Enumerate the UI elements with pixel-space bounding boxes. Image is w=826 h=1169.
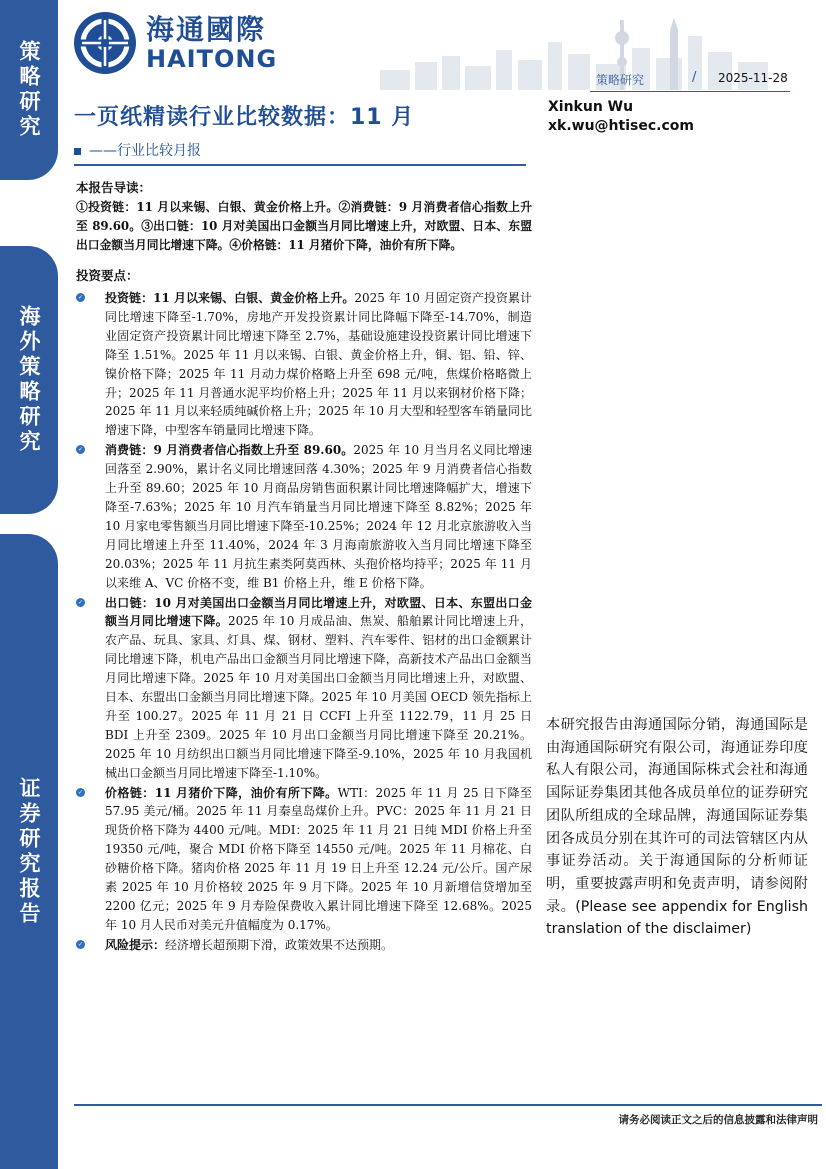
- key-point-investment: [76, 289, 532, 440]
- key-point-heading: 价格链：11 月猪价下降，油价有所下降。: [105, 785, 338, 800]
- author-email[interactable]: xk.wu@htisec.com: [548, 118, 694, 134]
- bullet-icon: ✓: [77, 446, 84, 454]
- key-points-heading: 投资要点：: [76, 268, 139, 283]
- key-points-list: [76, 289, 532, 956]
- footer-divider: [74, 1104, 822, 1106]
- report-category: 策略研究: [596, 73, 645, 87]
- key-point-heading: 消费链：9 月消费者信心指数上升至 89.60。: [105, 443, 354, 458]
- header-divider: [590, 91, 790, 92]
- sidebar-tab-label: 海外策略研究: [17, 305, 41, 455]
- key-point-body: 经济增长超预期下滑，政策效果不达预期。: [165, 937, 394, 952]
- key-point-body: WTI：2025 年 11 月 25 日下降至 57.95 美元/桶。2025 年 11 月秦皇岛煤价上升。PVC：2025 年 11 月 21 日现货价格下降为 4400 元/吨。MDI：2025 年 11 月 21 日纯 MDI 价格上升至 19350 元/吨，聚合 MDI 价格下降至 14550 元/吨。2025 年 11 月棉花、白砂糖价格下降。猪肉价格 2025 年 11 月 19 日上升至 12.24 元/公斤。国产尿素 2025 年 10 月价格较 2025 年 9 月下降。2025 年 10 月新增信贷增加至 2200 亿元；2025 年 9 月寿险保费收入累计同比增速下降至 12.68%。2025 年 10 月人民币对美元升值幅度为 0.17%。: [105, 785, 532, 932]
- key-point-export: [76, 594, 532, 783]
- subtitle-text: ——行业比较月报: [89, 143, 201, 159]
- logo-english-name: HAITONG: [146, 45, 278, 73]
- page-title: 一页纸精读行业比较数据：11 月: [74, 105, 415, 130]
- key-point-heading: 投资链：11 月以来锡、白银、黄金价格上升。: [105, 291, 355, 305]
- bullet-icon: ✓: [77, 940, 84, 948]
- bullet-icon: ✓: [77, 788, 84, 796]
- sidebar-tab-report: [0, 534, 58, 1169]
- bullet-icon: ✓: [77, 598, 84, 606]
- sidebar: [0, 0, 58, 1169]
- title-divider: [74, 164, 526, 166]
- page-subtitle: [74, 140, 201, 160]
- intro-heading: 本报告导读：: [76, 180, 152, 195]
- sidebar-tab-overseas: [0, 246, 58, 514]
- key-point-consumption: [76, 441, 532, 592]
- footer-legal-note: 请务必阅读正文之后的信息披露和法律声明: [618, 1114, 818, 1126]
- logo-chinese-name: 海通國際: [146, 13, 267, 46]
- square-bullet-icon: [74, 148, 81, 155]
- key-point-risk: [76, 936, 532, 955]
- key-point-heading: 出口链：10 月对美国出口金额当月同比增速上升，对欧盟、日本、东盟出口金额当月同比增速下降。: [105, 595, 532, 629]
- key-point-body: 2025 年 10 月成品油、焦炭、船舶累计同比增速上升，农产品、玩具、家具、灯具、煤、钢材、塑料、汽车零件、铝材的出口金额累计同比增速下降，机电产品出口金额当月同比增速下降，高新技术产品出口金额当月同比增速下降。2025 年 10 月对美国出口金额当月同比增速上升，对欧盟、日本、东盟出口金额当月同比增速下降。2025 年 10 月美国 OECD 领先指标上升至 100.27。2025 年 11 月 21 日 CCFI 上升至 1122.79，11 月 25 日 BDI 上升至 2309。2025 年 10 月出口金额当月同比增速下降至 20.21%。2025 年 10 月纺织出口额当月同比增速下降至-9.10%，2025 年 10 月我国机械出口金额当月同比增速下降至-1.10%。: [105, 614, 532, 780]
- key-point-body: 2025 年 10 月当月名义同比增速回落至 2.90%，累计名义同比增速回落 4.30%；2025 年 9 月消费者信心指数上升至 89.60；2025 年 10 月商品房销售面积累计同比增速降幅扩大，增速下降至-7.63%；2025 年 10 月汽车销量当月同比增速下降至 8.82%；2025 年 10 月家电零售额当月同比增速下降至-10.25%；2024 年 12 月北京旅游收入当月同比增速上升至 11.40%，2024 年 3 月海南旅游收入当月同比增速下降至 20.03%；2025 年 11 月抗生素类阿莫西林、头孢价格均持平；2025 年 11 月以来维 A、VC 价格不变，维 B1 价格上升，维 E 价格下降。: [105, 443, 532, 590]
- author-name: Xinkun Wu: [548, 99, 634, 115]
- category-separator: /: [692, 70, 697, 85]
- disclaimer-text: 本研究报告由海通国际分销，海通国际是由海通国际研究有限公司，海通证券印度私人有限公司，海通国际株式会社和海通国际证券集团其他各成员单位的证券研究团队所组成的全球品牌，海通国际证券集团各成员分别在其许可的司法管辖区内从事证券活动。关于海通国际的分析师证明，重要披露声明和免责声明，请参阅附录。(Please see appendix for English translation of the disclaimer): [546, 717, 808, 938]
- company-logo: [72, 10, 292, 76]
- haitong-logo-icon: [72, 10, 138, 76]
- author-block: [548, 98, 694, 136]
- key-point-price: [76, 784, 532, 935]
- sidebar-tab-label: 证券研究报告: [17, 776, 41, 927]
- key-point-body: 2025 年 10 月固定资产投资累计同比增速下降至-1.70%，房地产开发投资累计同比降幅下降至-14.70%，制造业固定资产投资累计同比增速下降至 2.7%，基础设施建设投资累计同比增速下降至 1.51%。2025 年 11 月以来锡、白银、黄金价格上升，铜、铝、铅、锌、镍价格下降；2025 年 11 月动力煤价格略上升至 698 元/吨，焦煤价格略微上升；2025 年 11 月普通水泥平均价格上升；2025 年 11 月以来钢材价格下降；2025 年 11 月以来轻质纯碱价格上升；2025 年 10 月大型和轻型客车销量同比增速下降，中型客车销量同比增速下降。: [105, 291, 532, 438]
- bullet-icon: ✓: [77, 294, 84, 301]
- sidebar-tab-strategy: [0, 0, 58, 180]
- intro-text: ①投资链：11 月以来锡、白银、黄金价格上升。②消费链：9 月消费者信心指数上升至 89.60。③出口链：10 月对美国出口金额当月同比增速上升，对欧盟、日本、东盟出口金额当月同比增速下降。④价格链：11 月猪价下降，油价有所下降。: [76, 200, 532, 252]
- report-date: 2025-11-28: [718, 71, 788, 85]
- sidebar-tab-label: 策略研究: [17, 40, 41, 140]
- key-point-heading: 风险提示：: [105, 937, 166, 952]
